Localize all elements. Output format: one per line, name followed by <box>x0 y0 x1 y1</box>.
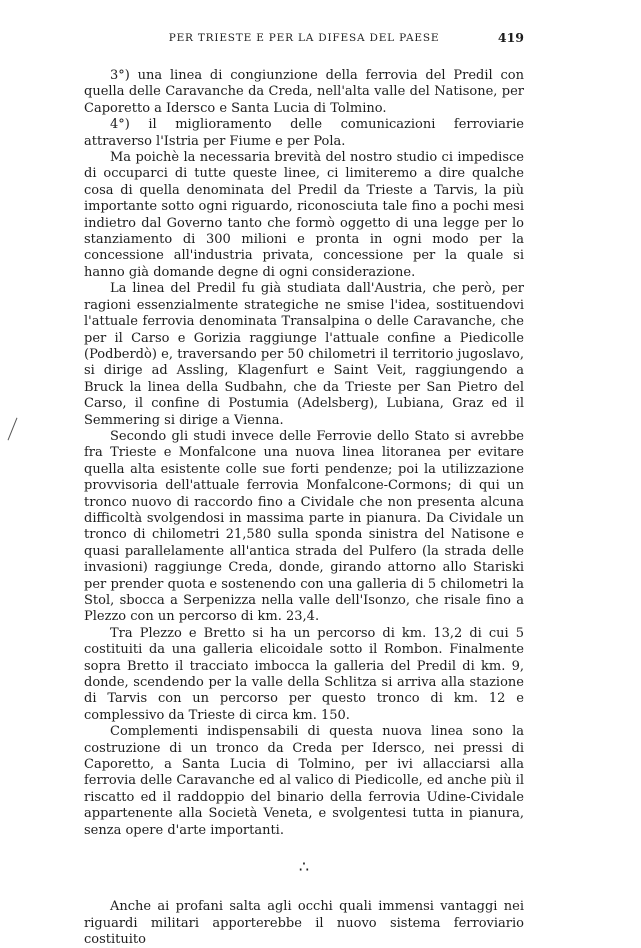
paragraph-predil-intro: Ma poichè la necessaria brevità del nostro studio ci impedisce di occuparci di tutte queste linee, ci limiteremo a dire qualche cosa di quella denominata del Predil da Trieste a Tarvis, la più importante sotto ogni riguardo, riconosciuta tale fino a pochi mesi indietro dal Governo tanto che formò oggetto di una legge per lo stanziamento di 300 milioni e pronta in ogni modo per la concessione all'industria privata, concessione per la quale si hanno già domande degne di ogni considerazione. <box>84 150 524 280</box>
margin-mark <box>8 418 18 441</box>
paragraph-studi-ferrovie: Secondo gli studi invece delle Ferrovie dello Stato si avrebbe fra Trieste e Monfalcone una nuova linea litoranea per evitare quella alta esistente colle sue forti pendenze; poi la utilizzazione provvisoria dell'attuale ferrovia Monfalcone-Cormons; di qui un tronco nuovo di raccordo fino a Cividale che non presenta alcuna difficoltà svolgendosi in massima parte in pianura. Da Cividale un tronco di chilometri 21,580 sulla sponda sinistra del Natisone e quasi parallelamente all'antica strada del Pulfero (la strada delle invasioni) raggiunge Creda, donde, girando attorno allo Stariski per prender quota e sostenendo con una galleria di 5 chilometri la Stol, sbocca a Serpenizza nella valle dell'Isonzo, che risale fino a Plezzo con un percorso di km. 23,4. <box>84 428 524 625</box>
paragraph-plezzo-bretto: Tra Plezzo e Bretto si ha un percorso di km. 13,2 di cui 5 costituiti da una galleria elicoidale sotto il Rombon. Finalmente sopra Bretto il tracciato imbocca la galleria del Predil di km. 9, donde, scendendo per la valle della Schlitza si arriva alla stazione di Tarvis con un percorso per questo tronco di km. 12 e complessivo da Trieste di circa km. 150. <box>84 625 524 723</box>
paragraph-item-4: 4°) il miglioramento delle comunicazioni ferroviarie attraverso l'Istria per Fiume e per Pola. <box>84 117 524 149</box>
running-title: PER TRIESTE E PER LA DIFESA DEL PAESE <box>168 32 440 44</box>
paragraph-item-3: 3°) una linea di congiunzione della ferrovia del Predil con quella delle Caravanche da Creda, nell'alta valle del Natisone, per Caporetto a Idersco e Santa Lucia di Tolmino. <box>84 68 524 116</box>
paragraph-closing: Anche ai profani salta agli occhi quali immensi vantaggi nei riguardi militari apporterebbe il nuovo sistema ferroviario costituito <box>84 899 524 947</box>
paragraph-complementi: Complementi indispensabili di questa nuova linea sono la costruzione di un tronco da Creda per Idersco, nei pressi di Caporetto, a Santa Lucia di Tolmino, per ivi allacciarsi alla ferrovia delle Caravanche ed al valico di Piedicolle, ed anche più il riscatto ed il raddoppio del binario della ferrovia Udine-Cividale appartenente alla Società Veneta, e svolgentesi tutta in pianura, senza opere d'arte importanti. <box>84 724 524 838</box>
page-header <box>84 32 524 54</box>
paragraph-austria: La linea del Predil fu già studiata dall'Austria, che però, per ragioni essenzialmente strategiche ne smise l'idea, sostituendovi l'attuale ferrovia denominata Transalpina o delle Caravanche, che per il Carso e Gorizia raggiunge l'attuale confine a Piedicolle (Podberdò) e, traversando per 50 chilometri il territorio jugoslavo, si dirige ad Assling, Klagenfurt e Saint Veit, raggiungendo a Bruck la linea della Sudbahn, che da Trieste per San Pietro del Carso, il confine di Postumia (Adelsberg), Lubiana, Graz ed il Semmering si dirige a Vienna. <box>84 281 524 428</box>
page-number: 419 <box>497 30 524 45</box>
section-ornament: ∴ <box>298 857 310 877</box>
page-body <box>84 68 524 948</box>
